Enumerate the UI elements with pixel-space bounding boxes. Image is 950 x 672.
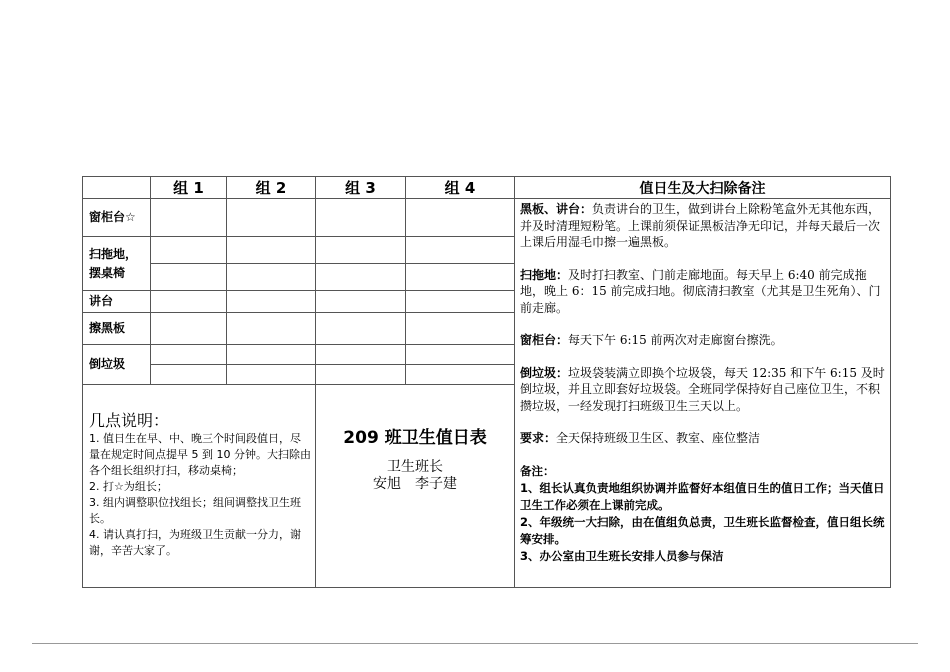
note-require [520, 430, 886, 447]
cell-mop-g2-b [227, 264, 316, 291]
explanation-cell [83, 385, 316, 588]
note-window-label: 窗柜台： [520, 333, 569, 348]
cell-trash-g4-a [406, 345, 515, 365]
cell-windowsill-g2 [227, 199, 316, 237]
note-blackboard [520, 201, 886, 251]
explanation-item-3: 3. 组内调整职位找组长；组间调整找卫生班长。 [89, 496, 301, 526]
explanation-title: 几点说明： [89, 411, 170, 431]
header-group-2: 组 2 [227, 177, 316, 199]
explanation-item-2: 2. 打☆为组长； [89, 480, 168, 494]
note-mop [520, 267, 886, 317]
notes-cell [515, 199, 891, 588]
header-blank-cell [83, 177, 151, 199]
title-cell [316, 385, 515, 588]
cell-podium-g3 [316, 291, 406, 313]
cell-blackboard-g1 [151, 313, 227, 345]
cell-windowsill-g1 [151, 199, 227, 237]
cell-mop-g4-b [406, 264, 515, 291]
cell-podium-g2 [227, 291, 316, 313]
note-trash [520, 365, 886, 415]
cell-mop-g3-a [316, 237, 406, 264]
cell-trash-g3-a [316, 345, 406, 365]
note-mop-text: 及时打扫教室、门前走廊地面。每天早上 6:40 前完成拖地，晚上 6：15 前完成扫地。彻底清扫教室（尤其是卫生死角）、门前走廊。 [520, 267, 881, 315]
cell-trash-g3-b [316, 365, 406, 385]
header-group-3: 组 3 [316, 177, 406, 199]
note-require-label: 要求： [520, 431, 557, 446]
cell-mop-g1-a [151, 237, 227, 264]
cell-mop-g4-a [406, 237, 515, 264]
cell-trash-g2-a [227, 345, 316, 365]
note-trash-text: 垃圾袋装满立即换个垃圾袋，每天 12:35 和下午 6:15 及时倒垃圾，并且立即套好垃圾袋。全班同学保持好自己座位卫生，不积攒垃圾，一经发现打扫班级卫生三天以上。 [520, 365, 885, 413]
page-footer-rule [32, 643, 918, 644]
note-require-text: 全天保持班级卫生区、教室、座位整洁 [556, 431, 761, 446]
cell-trash-g1-a [151, 345, 227, 365]
remark-3: 3、办公室由卫生班长安排人员参与保洁 [520, 548, 724, 563]
class-title: 209 班卫生值日表 [343, 428, 487, 449]
cell-windowsill-g4 [406, 199, 515, 237]
task-trash: 倒垃圾 [83, 345, 151, 385]
cell-podium-g4 [406, 291, 515, 313]
cell-blackboard-g2 [227, 313, 316, 345]
remark-1: 1、组长认真负责地组织协调并监督好本组值日生的值日工作；当天值日卫生工作必须在上课前完成。 [520, 480, 885, 512]
explanation-item-4: 4. 请认真打扫，为班级卫生贡献一分力，谢谢，辛苦大家了。 [89, 528, 301, 558]
cell-mop-g2-a [227, 237, 316, 264]
cell-windowsill-g3 [316, 199, 406, 237]
cell-blackboard-g3 [316, 313, 406, 345]
task-windowsill: 窗柜台☆ [83, 199, 151, 237]
cell-trash-g1-b [151, 365, 227, 385]
task-blackboard: 擦黑板 [83, 313, 151, 345]
header-group-4: 组 4 [406, 177, 515, 199]
cell-mop-g1-b [151, 264, 227, 291]
cell-podium-g1 [151, 291, 227, 313]
note-blackboard-text: 负责讲台的卫生，做到讲台上除粉笔盒外无其他东西，并及时清理短粉笔。上课前须保证黑板洁净无印记，并每天最后一次上课后用湿毛巾擦一遍黑板。 [520, 202, 881, 250]
monitor-names: 安旭 李子建 [373, 476, 457, 493]
note-window [520, 332, 886, 349]
task-mop-line1: 扫拖地， [89, 246, 138, 261]
explanation-item-1: 1. 值日生在早、中、晚三个时间段值日，尽量在规定时间点提早 5 到 10 分钟。大扫除由各个组长组织打扫，移动桌椅； [89, 432, 311, 478]
cell-trash-g4-b [406, 365, 515, 385]
remarks-title: 备注： [520, 463, 555, 478]
row-windowsill [83, 199, 891, 237]
cell-mop-g3-b [316, 264, 406, 291]
duty-roster-table [82, 176, 891, 588]
note-window-text: 每天下午 6:15 前两次对走廊窗台擦洗。 [568, 333, 783, 348]
task-mop-line2: 摆桌椅 [89, 265, 126, 280]
cell-trash-g2-b [227, 365, 316, 385]
header-group-1: 组 1 [151, 177, 227, 199]
note-blackboard-label: 黑板、讲台： [520, 202, 593, 217]
task-podium: 讲台 [83, 291, 151, 313]
task-mop [83, 237, 151, 291]
note-trash-label: 倒垃圾： [520, 365, 569, 380]
note-mop-label: 扫拖地： [520, 267, 569, 282]
monitor-label: 卫生班长 [387, 459, 443, 476]
remarks-block [520, 463, 886, 565]
remark-2: 2、年级统一大扫除，由在值组负总责，卫生班长监督检查，值日组长统筹安排。 [520, 514, 885, 546]
cell-blackboard-g4 [406, 313, 515, 345]
header-row [83, 177, 891, 199]
header-notes: 值日生及大扫除备注 [515, 177, 891, 199]
